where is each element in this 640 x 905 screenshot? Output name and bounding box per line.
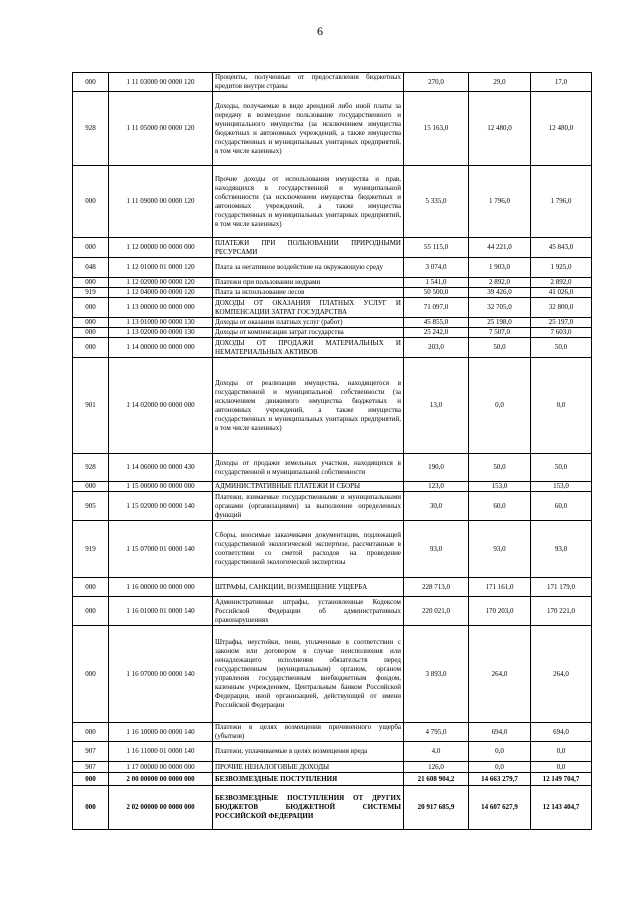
budget-code-cell: 2 02 00000 00 0000 000	[109, 786, 213, 830]
table-body	[73, 73, 592, 830]
admin-code-cell: 000	[73, 238, 109, 258]
amount-year1-cell: 3 074,0	[404, 258, 469, 278]
amount-year2-cell: 0,0	[469, 742, 531, 762]
revenue-name-cell: Платежи, уплачиваемые в целях возмещения вреда	[213, 742, 404, 762]
table-row	[73, 166, 592, 238]
amount-year1-cell: 126,0	[404, 762, 469, 773]
amount-year2-cell: 44 221,0	[469, 238, 531, 258]
amount-year2-cell: 264,0	[469, 626, 531, 723]
amount-year3-cell: 50,0	[531, 454, 592, 482]
table-row	[73, 742, 592, 762]
amount-year3-cell: 170 221,0	[531, 597, 592, 626]
amount-year1-cell: 3 893,0	[404, 626, 469, 723]
amount-year2-cell: 50,0	[469, 454, 531, 482]
budget-code-cell: 1 15 00000 00 0000 000	[109, 482, 213, 492]
amount-year1-cell: 71 097,0	[404, 298, 469, 318]
budget-code-cell: 1 15 02000 00 0000 140	[109, 492, 213, 521]
amount-year3-cell: 1 925,0	[531, 258, 592, 278]
budget-code-cell: 1 16 07000 00 0000 140	[109, 626, 213, 723]
admin-code-cell: 000	[73, 298, 109, 318]
amount-year3-cell: 264,0	[531, 626, 592, 723]
revenue-name-cell: Сборы, вносимые заказчиками документации, подлежащей государственной экологической экспертизе, рассчитанные в соответствии со сметой расходов на проведение государственной экологической экспертизы	[213, 521, 404, 578]
admin-code-cell: 000	[73, 278, 109, 288]
revenue-name-cell: Доходы от продажи земельных участков, находящихся в государственной и муниципальной собственности	[213, 454, 404, 482]
revenue-name-cell: Платежи в целях возмещения причиненного ущерба (убытков)	[213, 723, 404, 742]
amount-year2-cell: 25 198,0	[469, 318, 531, 328]
amount-year3-cell: 17,0	[531, 73, 592, 92]
amount-year1-cell: 4 795,0	[404, 723, 469, 742]
table-row	[73, 578, 592, 597]
amount-year3-cell: 1 796,0	[531, 166, 592, 238]
amount-year2-cell: 7 507,0	[469, 328, 531, 338]
revenue-name-cell: Доходы от оказания платных услуг (работ)	[213, 318, 404, 328]
table-row	[73, 762, 592, 773]
amount-year1-cell: 93,0	[404, 521, 469, 578]
admin-code-cell: 000	[73, 723, 109, 742]
table-row	[73, 328, 592, 338]
revenue-name-cell: Платежи при пользовании недрами	[213, 278, 404, 288]
admin-code-cell: 000	[73, 786, 109, 830]
amount-year1-cell: 21 608 904,2	[404, 773, 469, 786]
revenue-name-cell: Доходы от компенсации затрат государства	[213, 328, 404, 338]
amount-year2-cell: 694,0	[469, 723, 531, 742]
amount-year3-cell: 0,0	[531, 762, 592, 773]
amount-year3-cell: 694,0	[531, 723, 592, 742]
table-row	[73, 338, 592, 358]
amount-year1-cell: 270,0	[404, 73, 469, 92]
budget-code-cell: 2 00 00000 00 0000 000	[109, 773, 213, 786]
budget-code-cell: 1 11 09000 00 0000 120	[109, 166, 213, 238]
amount-year3-cell: 12 480,0	[531, 92, 592, 166]
admin-code-cell: 907	[73, 762, 109, 773]
revenue-name-cell: Административные штрафы, установленные Кодексом Российской Федерации об административных правонарушениях	[213, 597, 404, 626]
amount-year2-cell: 12 480,0	[469, 92, 531, 166]
budget-code-cell: 1 14 02000 00 0000 000	[109, 358, 213, 454]
revenue-name-cell: Штрафы, неустойки, пени, уплаченные в соответствии с законом или договором в случае неисполнения или ненадлежащего исполнения обязательств перед государственным (муниципальным) органом, органом управления государственным внебюджетным фондом, казенным учреждением, Центральным банком Российской Федерации, иной организацией, действующей от имени Российской Федерации	[213, 626, 404, 723]
amount-year1-cell: 123,0	[404, 482, 469, 492]
revenue-name-cell: Проценты, полученные от предоставления бюджетных кредитов внутри страны	[213, 73, 404, 92]
amount-year2-cell: 0,0	[469, 762, 531, 773]
admin-code-cell: 000	[73, 482, 109, 492]
amount-year1-cell: 5 335,0	[404, 166, 469, 238]
admin-code-cell: 000	[73, 338, 109, 358]
table-row	[73, 597, 592, 626]
amount-year2-cell: 50,0	[469, 338, 531, 358]
amount-year1-cell: 55 115,0	[404, 238, 469, 258]
amount-year1-cell: 15 163,0	[404, 92, 469, 166]
budget-code-cell: 1 13 00000 00 0000 000	[109, 298, 213, 318]
admin-code-cell: 000	[73, 328, 109, 338]
budget-code-cell: 1 16 11000 01 0000 140	[109, 742, 213, 762]
table-row	[73, 288, 592, 298]
admin-code-cell: 907	[73, 742, 109, 762]
revenue-name-cell: Плата за использование лесов	[213, 288, 404, 298]
amount-year3-cell: 2 892,0	[531, 278, 592, 288]
amount-year3-cell: 60,0	[531, 492, 592, 521]
table-row	[73, 278, 592, 288]
table-row	[73, 492, 592, 521]
amount-year3-cell: 0,0	[531, 742, 592, 762]
budget-code-cell: 1 17 00000 00 0000 000	[109, 762, 213, 773]
amount-year1-cell: 30,0	[404, 492, 469, 521]
amount-year1-cell: 45 855,0	[404, 318, 469, 328]
amount-year2-cell: 29,0	[469, 73, 531, 92]
amount-year2-cell: 2 892,0	[469, 278, 531, 288]
budget-code-cell: 1 14 00000 00 0000 000	[109, 338, 213, 358]
admin-code-cell: 000	[73, 318, 109, 328]
revenue-name-cell: Доходы, получаемые в виде арендной либо иной платы за передачу в возмездное пользование государственного и муниципального имущества (за исключением имущества бюджетных и автономных учреждений, а также имущества государственных и муниципальных унитарных предприятий, в том числе казенных)	[213, 92, 404, 166]
table-row	[73, 773, 592, 786]
amount-year1-cell: 220 021,0	[404, 597, 469, 626]
revenue-name-cell: Платежи, взимаемые государственными и муниципальными органами (организациями) за выполнение определенных функций	[213, 492, 404, 521]
table-row	[73, 454, 592, 482]
budget-code-cell: 1 12 00000 00 0000 000	[109, 238, 213, 258]
amount-year1-cell: 4,0	[404, 742, 469, 762]
amount-year2-cell: 1 903,0	[469, 258, 531, 278]
amount-year3-cell: 93,0	[531, 521, 592, 578]
admin-code-cell: 919	[73, 521, 109, 578]
admin-code-cell: 000	[73, 166, 109, 238]
revenue-name-cell: БЕЗВОЗМЕЗДНЫЕ ПОСТУПЛЕНИЯ ОТ ДРУГИХ БЮДЖЕТОВ БЮДЖЕТНОЙ СИСТЕМЫ РОССИЙСКОЙ ФЕДЕРАЦИИ	[213, 786, 404, 830]
admin-code-cell: 000	[73, 773, 109, 786]
table-row	[73, 482, 592, 492]
revenue-name-cell: БЕЗВОЗМЕЗДНЫЕ ПОСТУПЛЕНИЯ	[213, 773, 404, 786]
admin-code-cell: 000	[73, 73, 109, 92]
budget-code-cell: 1 11 05000 00 0000 120	[109, 92, 213, 166]
admin-code-cell: 000	[73, 626, 109, 723]
revenue-name-cell: ДОХОДЫ ОТ ОКАЗАНИЯ ПЛАТНЫХ УСЛУГ И КОМПЕНСАЦИИ ЗАТРАТ ГОСУДАРСТВА	[213, 298, 404, 318]
budget-code-cell: 1 16 10000 00 0000 140	[109, 723, 213, 742]
table-row	[73, 258, 592, 278]
table-row	[73, 521, 592, 578]
amount-year1-cell: 20 917 685,9	[404, 786, 469, 830]
amount-year2-cell: 0,0	[469, 358, 531, 454]
amount-year2-cell: 170 203,0	[469, 597, 531, 626]
budget-code-cell: 1 12 02000 00 0000 120	[109, 278, 213, 288]
table-row	[73, 298, 592, 318]
table-row	[73, 238, 592, 258]
amount-year2-cell: 39 426,0	[469, 288, 531, 298]
amount-year3-cell: 25 197,0	[531, 318, 592, 328]
admin-code-cell: 000	[73, 597, 109, 626]
admin-code-cell: 901	[73, 358, 109, 454]
budget-code-cell: 1 13 01000 00 0000 130	[109, 318, 213, 328]
table-row	[73, 318, 592, 328]
revenue-name-cell: Плата за негативное воздействие на окружающую среду	[213, 258, 404, 278]
amount-year2-cell: 153,0	[469, 482, 531, 492]
admin-code-cell: 928	[73, 454, 109, 482]
budget-revenue-table	[72, 72, 592, 830]
budget-code-cell: 1 12 04000 00 0000 120	[109, 288, 213, 298]
budget-code-cell: 1 11 03000 00 0000 120	[109, 73, 213, 92]
amount-year3-cell: 50,0	[531, 338, 592, 358]
revenue-name-cell: ДОХОДЫ ОТ ПРОДАЖИ МАТЕРИАЛЬНЫХ И НЕМАТЕРИАЛЬНЫХ АКТИВОВ	[213, 338, 404, 358]
table-row	[73, 626, 592, 723]
revenue-name-cell: ПЛАТЕЖИ ПРИ ПОЛЬЗОВАНИИ ПРИРОДНЫМИ РЕСУРСАМИ	[213, 238, 404, 258]
amount-year1-cell: 13,0	[404, 358, 469, 454]
budget-code-cell: 1 16 00000 00 0000 000	[109, 578, 213, 597]
amount-year2-cell: 93,0	[469, 521, 531, 578]
amount-year1-cell: 50 500,0	[404, 288, 469, 298]
revenue-name-cell: ПРОЧИЕ НЕНАЛОГОВЫЕ ДОХОДЫ	[213, 762, 404, 773]
amount-year3-cell: 41 026,0	[531, 288, 592, 298]
revenue-name-cell: Прочие доходы от использования имущества и прав, находящихся в государственной и муниципальной собственности (за исключением имущества бюджетных и автономных учреждений, а также имущества государственных и муниципальных унитарных предприятий, в том числе казенных)	[213, 166, 404, 238]
amount-year2-cell: 1 796,0	[469, 166, 531, 238]
amount-year3-cell: 45 843,0	[531, 238, 592, 258]
amount-year2-cell: 32 705,0	[469, 298, 531, 318]
revenue-name-cell: Доходы от реализации имущества, находящегося в государственной и муниципальной собственности (за исключением движимого имущества бюджетных и автономных учреждений, а также имущества государственных и муниципальных унитарных предприятий, в том числе казенных)	[213, 358, 404, 454]
admin-code-cell: 000	[73, 578, 109, 597]
amount-year2-cell: 60,0	[469, 492, 531, 521]
table-row	[73, 92, 592, 166]
amount-year3-cell: 12 143 404,7	[531, 786, 592, 830]
budget-code-cell: 1 16 01000 01 0000 140	[109, 597, 213, 626]
amount-year2-cell: 171 161,0	[469, 578, 531, 597]
budget-code-cell: 1 15 07000 01 0000 140	[109, 521, 213, 578]
admin-code-cell: 919	[73, 288, 109, 298]
amount-year2-cell: 14 663 279,7	[469, 773, 531, 786]
budget-code-cell: 1 14 06000 00 0000 430	[109, 454, 213, 482]
admin-code-cell: 048	[73, 258, 109, 278]
page-number: 6	[317, 24, 323, 38]
amount-year3-cell: 0,0	[531, 358, 592, 454]
table-row	[73, 786, 592, 830]
amount-year3-cell: 171 179,0	[531, 578, 592, 597]
table-row	[73, 73, 592, 92]
amount-year3-cell: 32 800,0	[531, 298, 592, 318]
admin-code-cell: 928	[73, 92, 109, 166]
amount-year1-cell: 228 713,0	[404, 578, 469, 597]
amount-year1-cell: 203,0	[404, 338, 469, 358]
table-row	[73, 358, 592, 454]
amount-year3-cell: 12 149 704,7	[531, 773, 592, 786]
revenue-name-cell: АДМИНИСТРАТИВНЫЕ ПЛАТЕЖИ И СБОРЫ	[213, 482, 404, 492]
revenue-name-cell: ШТРАФЫ, САНКЦИИ, ВОЗМЕЩЕНИЕ УЩЕРБА	[213, 578, 404, 597]
budget-code-cell: 1 12 01000 01 0000 120	[109, 258, 213, 278]
amount-year1-cell: 190,0	[404, 454, 469, 482]
amount-year3-cell: 7 603,0	[531, 328, 592, 338]
amount-year3-cell: 153,0	[531, 482, 592, 492]
amount-year2-cell: 14 607 627,9	[469, 786, 531, 830]
admin-code-cell: 905	[73, 492, 109, 521]
amount-year1-cell: 25 242,0	[404, 328, 469, 338]
amount-year1-cell: 1 541,0	[404, 278, 469, 288]
table-row	[73, 723, 592, 742]
budget-code-cell: 1 13 02000 00 0000 130	[109, 328, 213, 338]
